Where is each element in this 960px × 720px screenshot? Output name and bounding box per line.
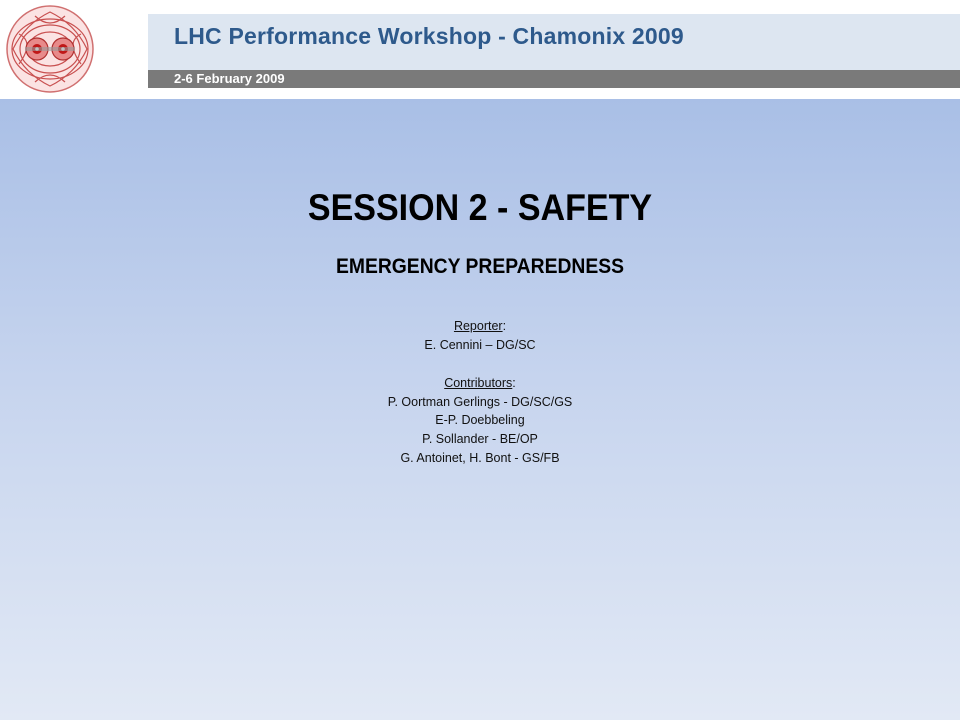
contributor-item: G. Antoinet, H. Bont - GS/FB (400, 450, 560, 465)
contributors-heading: Contributors: (444, 376, 516, 391)
title-band (148, 14, 960, 70)
contributor-item: P. Sollander - BE/OP (422, 431, 538, 446)
reporter-heading: Reporter: (453, 319, 507, 333)
contributor-item: E-P. Doebbeling (435, 413, 525, 428)
session-subtitle: EMERGENCY PREPAREDNESS (335, 255, 625, 278)
slide-header (0, 0, 960, 99)
workshop-title: LHC Performance Workshop - Chamonix 2009 (174, 23, 684, 49)
reporter-name: E. Cennini – DG/SC (424, 337, 536, 352)
session-title: SESSION 2 - SAFETY (307, 187, 653, 228)
reporter-label: Reporter (453, 319, 503, 333)
lhc-magnet-cross-section-icon (5, 4, 95, 94)
people-block (0, 317, 960, 467)
slide-body (0, 99, 960, 720)
contributors-label: Contributors (444, 376, 513, 391)
workshop-date: 2-6 February 2009 (174, 71, 285, 86)
date-band (148, 70, 960, 88)
contributor-item: P. Oortman Gerlings - DG/SC/GS (387, 394, 573, 409)
